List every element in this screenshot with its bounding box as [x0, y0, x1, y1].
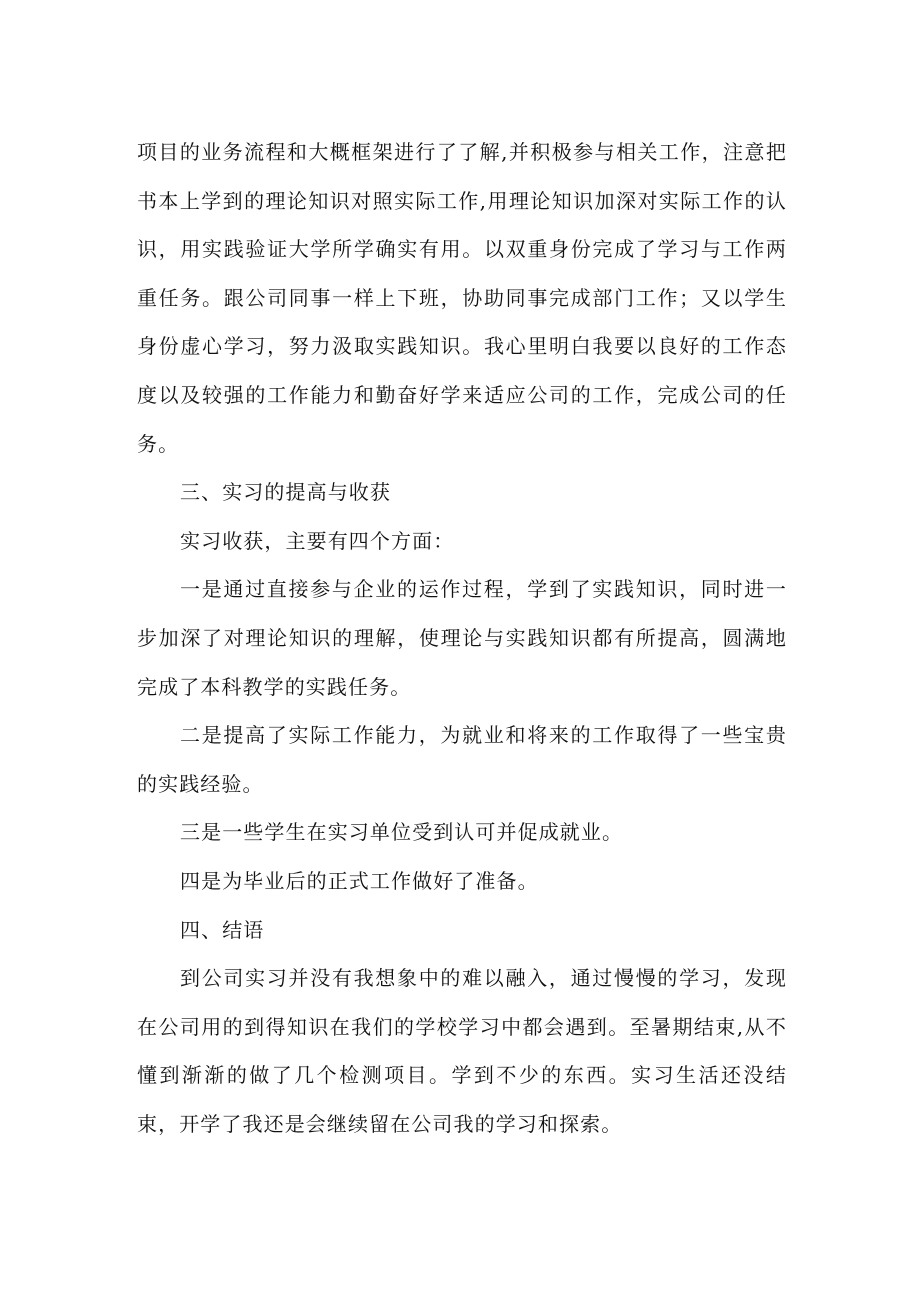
- paragraph-gain-4: 四是为毕业后的正式工作做好了准备。: [180, 868, 539, 893]
- section-heading-3: 三、实习的提高与收获: [180, 480, 391, 505]
- paragraph-gain-3: 三是一些学生在实习单位受到认可并促成就业。: [180, 820, 624, 845]
- document-body: [137, 128, 787, 1148]
- paragraph-gain-1: 一是通过直接参与企业的运作过程，学到了实践知识，同时进一步加深了对理论知识的理解，使理论与实践知识都有所提高，圆满地完成了本科教学的实践任务。: [137, 577, 787, 699]
- paragraph-continuation: 项目的业务流程和大概框架进行了了解,并积极参与相关工作，注意把书本上学到的理论知识对照实际工作,用理论知识加深对实际工作的认识，用实践验证大学所学确实有用。以双重身份完成了学习与工作两重任务。跟公司同事一样上下班，协助同事完成部门工作；又以学生身份虚心学习，努力汲取实践知识。我心里明白我要以良好的工作态度以及较强的工作能力和勤奋好学来适应公司的工作，完成公司的任务。: [137, 140, 787, 456]
- section-heading-4: 四、结语: [180, 917, 265, 942]
- paragraph-conclusion: 到公司实习并没有我想象中的难以融入，通过慢慢的学习，发现在公司用的到得知识在我们的学校学习中都会遇到。至暑期结束,从不懂到渐渐的做了几个检测项目。学到不少的东西。实习生活还没结束，开学了我还是会继续留在公司我的学习和探索。: [137, 966, 787, 1136]
- paragraph-gains-intro: 实习收获，主要有四个方面：: [180, 528, 455, 553]
- paragraph-gain-2: 二是提高了实际工作能力，为就业和将来的工作取得了一些宝贵的实践经验。: [137, 723, 787, 796]
